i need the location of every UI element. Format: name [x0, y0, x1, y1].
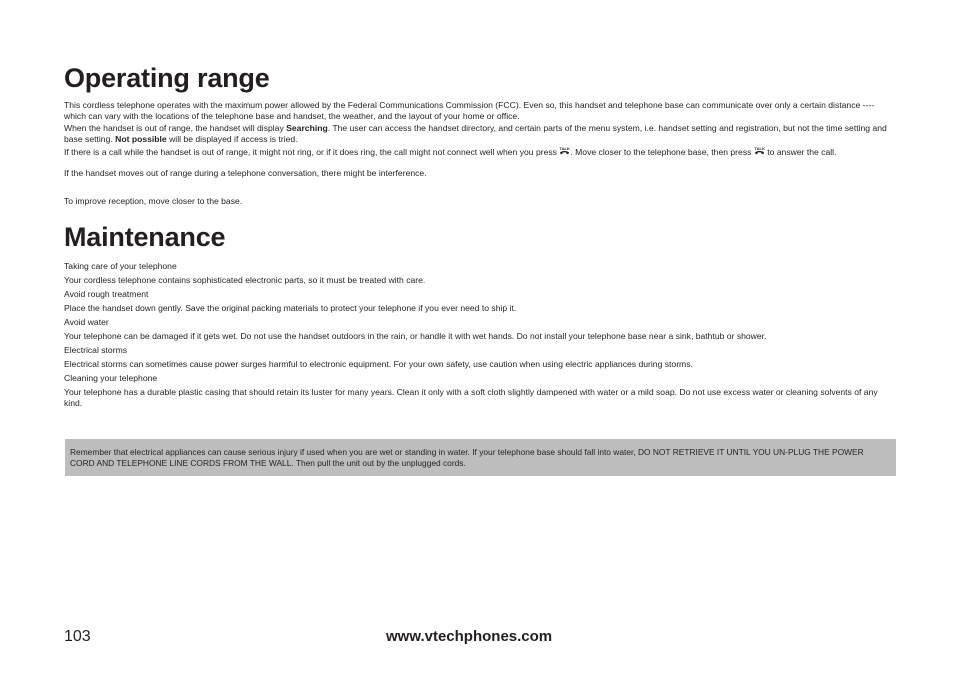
warning-text: Remember that electrical appliances can cause serious injury if used when you are wet or standing in water. If your telephone base should fall into water, DO NOT RETRIEVE IT UNTIL YOU UN-PLUG THE POWER CORD AND TELEPHONE LINE CORDS FROM THE WALL. Then pull the unit out by the unplugged cords.: [70, 447, 864, 469]
svg-text:TALK: TALK: [559, 146, 571, 151]
body-storms: Electrical storms can sometimes cause power surges harmful to electronic equipment. For your own safety, use caution when using electric appliances during storms.: [64, 359, 693, 369]
warning-box: [65, 439, 896, 476]
body-water: Your telephone can be damaged if it gets wet. Do not use the handset outdoors in the rain, or handle it with wet hands. Do not install your telephone base near a sink, bathtub or shower.: [64, 331, 767, 341]
operating-range-heading: Operating range: [64, 63, 270, 93]
paragraph-text: If there is a call while the handset is out of range, it might not ring, or if it does ring, the call might not connect well when you press: [64, 147, 560, 157]
operating-range-paragraph-2: [64, 123, 896, 146]
page-number: 103: [64, 628, 91, 645]
paragraph-text: to answer the call.: [764, 147, 837, 157]
paragraph-text: will be displayed if access is tried.: [166, 134, 298, 145]
subheading-water: Avoid water: [64, 317, 109, 327]
paragraph-text: When the handset is out of range, the handset will display: [64, 123, 287, 133]
paragraph-text: . The user can access the handset directory, and certain parts of the menu system, i.e. handset setting and registration, but not the time setting and base setting.: [64, 123, 887, 145]
body-care: Your cordless telephone contains sophisticated electronic parts, so it must be treated with care.: [64, 275, 426, 285]
footer-url: www.vtechphones.com: [386, 628, 553, 645]
maintenance-heading: Maintenance: [64, 222, 226, 252]
body-cleaning: Your telephone has a durable plastic casing that should retain its luster for many years. Clean it only with a soft cloth slightly dampened with water or a mild soap. Do not use excess water or cleaning solvents of any kind.: [64, 387, 878, 408]
paragraph-text: . Move closer to the telephone base, then press: [570, 147, 754, 157]
subheading-cleaning: Cleaning your telephone: [64, 373, 158, 383]
body-rough-treatment: Place the handset down gently. Save the original packing materials to protect your telephone if you ever need to ship it.: [64, 303, 517, 313]
subheading-care: Taking care of your telephone: [64, 261, 177, 271]
talk-key-icon: [754, 146, 765, 156]
subheading-storms: Electrical storms: [64, 345, 128, 355]
operating-range-paragraph-5: To improve reception, move closer to the base.: [64, 196, 243, 206]
subheading-rough-treatment: Avoid rough treatment: [64, 289, 149, 299]
talk-key-icon: [559, 146, 570, 156]
operating-range-paragraph-4: If the handset moves out of range during a telephone conversation, there might be interference.: [64, 168, 427, 178]
svg-text:TALK: TALK: [754, 146, 765, 151]
not-possible-display-text: Not possible: [115, 134, 167, 145]
searching-display-text: Searching: [286, 123, 328, 133]
operating-range-paragraph-1: This cordless telephone operates with the maximum power allowed by the Federal Communications Commission (FCC). Even so, this handset and telephone base can communicate over only a certain distance ----which can vary with the locations of the telephone base and handset, the weather, and the layout of your home or office.: [64, 100, 875, 122]
operating-range-paragraph-3: [64, 146, 896, 158]
